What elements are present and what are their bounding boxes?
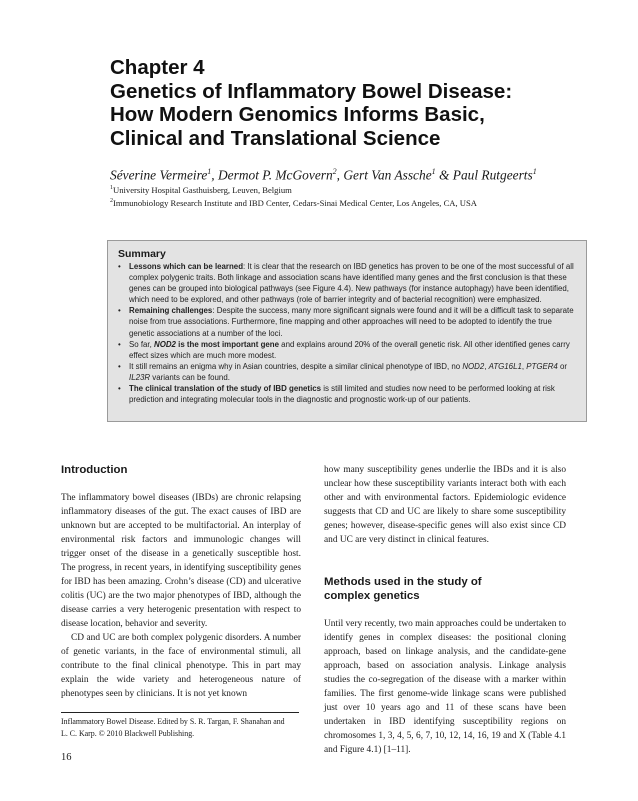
summary-item-clinical bbox=[118, 383, 576, 405]
summary-item-asian bbox=[118, 361, 576, 383]
summary-list bbox=[118, 261, 576, 405]
bullet-icon: • bbox=[118, 361, 121, 371]
summary-item-text: It still remains an enigma why in Asian countries, despite a similar clinical phenotype of IBD, no bbox=[129, 361, 463, 371]
methods-heading-line-2: complex genetics bbox=[324, 590, 420, 602]
summary-item-text: and explains around 20% of the overall genetic risk. All other identified genes carry effect sizes which are much more modest. bbox=[129, 339, 570, 360]
gene-name: NOD2 bbox=[462, 361, 485, 371]
methods-heading bbox=[324, 575, 566, 603]
page-number: 16 bbox=[61, 752, 72, 763]
introduction-heading: Introduction bbox=[61, 464, 128, 476]
footnote-line-2: L. C. Karp. © 2010 Blackwell Publishing. bbox=[61, 729, 195, 738]
summary-item-bold: is the most important gene bbox=[175, 339, 279, 349]
summary-item-bold: Lessons which can be learned bbox=[129, 262, 244, 271]
chapter-title bbox=[110, 56, 610, 150]
title-line-2: How Modern Genomics Informs Basic, bbox=[110, 103, 485, 126]
methods-heading-line-1: Methods used in the study of bbox=[324, 576, 482, 588]
summary-item-bold: The clinical translation of the study of IBD genetics bbox=[129, 384, 322, 394]
summary-item-text: variants can be found. bbox=[150, 372, 230, 382]
author-name: Dermot P. McGovern bbox=[218, 167, 333, 183]
summary-item-lessons bbox=[118, 261, 576, 305]
summary-item-text: So far, bbox=[129, 339, 155, 349]
author-affil-marker: 1 bbox=[532, 167, 537, 176]
author-affil-marker: 1 bbox=[431, 167, 436, 176]
left-column bbox=[61, 463, 301, 701]
separator-text: , bbox=[484, 361, 489, 371]
affiliation-text: Immunobiology Research Institute and IBD Center, Cedars-Sinai Medical Center, Los Angeles, CA, USA bbox=[113, 198, 477, 209]
affiliation-marker: 2 bbox=[110, 198, 113, 205]
author-name: Gert Van Assche bbox=[343, 167, 432, 183]
summary-box bbox=[107, 240, 587, 422]
chapter-number: Chapter 4 bbox=[110, 56, 205, 79]
affiliations bbox=[110, 183, 610, 210]
author-name: Séverine Vermeire bbox=[110, 167, 208, 183]
intro-paragraph-2: CD and UC are both complex polygenic disorders. A number of genetic variants, in the face of environmental stimuli, all contribute to the final clinical phenotype. This in part may explain the wide variety and heterogeneous nature of phenotypes seen by clinicians. It is not yet known bbox=[61, 633, 301, 699]
intro-paragraph-1: The inflammatory bowel diseases (IBDs) are chronic relapsing inflammatory diseases of the gut. The exact causes of IBD are unknown but are accepted to be multifactorial. An interplay of environmental risk factors and immunologic changes will trigger onset of the disease in a genetically susceptible host. The progress, in recent years, in identifying susceptibility genes for IBD has been amazing. Crohn’s disease (CD) and ulcerative colitis (UC) are the two major phenotypes of IBD, although the disease carries a very heterogenic presentation with respect to disease location, behavior and severity. bbox=[61, 493, 301, 629]
affiliation-1 bbox=[110, 183, 610, 196]
bullet-icon: • bbox=[118, 262, 121, 271]
title-line-3: Clinical and Translational Science bbox=[110, 126, 441, 150]
author-list bbox=[110, 164, 610, 183]
separator-text: , bbox=[521, 361, 527, 371]
summary-heading: Summary bbox=[118, 248, 166, 260]
gene-name: ATG16L1 bbox=[488, 361, 522, 371]
summary-item-text: : Despite the success, many more significant signals were found and it will be a difficult task to separate noise from true associations. Furthermore, fine mapping and other approaches will need to be adopted to identify the true genetic associations at a number of the loci. bbox=[129, 306, 574, 338]
summary-item-nod2 bbox=[118, 339, 576, 361]
author-separator: & bbox=[435, 167, 453, 183]
author-name: Paul Rutgeerts bbox=[452, 167, 533, 183]
affiliation-marker: 1 bbox=[110, 185, 113, 191]
methods-paragraph-1: Until very recently, two main approaches could be undertaken to identify genes in complex diseases: the positional cloning approach, based on linkage analysis, and the candidate-gene approach, based on association analysis. Linkage analysis studies the co-segregation of the disease with a marker within families. The first genome-wide linkage scans were published just over 10 years ago and 11 of these scans have been undertaken in IBD identifying susceptibility regions on chromosomes 1, 3, 4, 5, 6, 7, 10, 12, 14, 16, 19 and X (Table 4.1 and Figure 4.1) [1–11]. bbox=[324, 619, 566, 755]
gene-name: NOD2 bbox=[154, 339, 176, 349]
bullet-icon: • bbox=[118, 306, 121, 316]
right-column bbox=[324, 463, 566, 757]
gene-name: IL23R bbox=[129, 372, 151, 382]
title-line-1: Genetics of Inflammatory Bowel Disease: bbox=[110, 79, 513, 103]
bullet-icon: • bbox=[118, 339, 121, 349]
footnote bbox=[61, 716, 301, 740]
gene-name: PTGER4 bbox=[526, 361, 558, 371]
author-affil-marker: 2 bbox=[332, 167, 337, 176]
summary-item-text: is still limited and studies now need to be performed looking at risk prediction and integrating molecular tools in the diagnostic and prognostic work-up of our patients. bbox=[129, 384, 555, 405]
separator-text: or bbox=[557, 361, 568, 371]
intro-paragraph-3: how many susceptibility genes underlie the IBDs and it is also unclear how these susceptibility variants interact both with each other and with environmental factors. Epidemiologic evidence suggests that CD and UC are likely to share some susceptibility genes; however, disease-specific genes will also exist since CD and UC are very distinct in clinical features. bbox=[324, 465, 566, 545]
footnote-divider bbox=[61, 712, 299, 713]
affiliation-text: University Hospital Gasthuisberg, Leuven, Belgium bbox=[113, 184, 292, 195]
footnote-line-1: Inflammatory Bowel Disease. Edited by S. R. Targan, F. Shanahan and bbox=[61, 717, 285, 726]
summary-item-bold: Remaining challenges bbox=[129, 306, 213, 316]
author-separator: , bbox=[211, 167, 218, 183]
author-affil-marker: 1 bbox=[207, 167, 212, 176]
affiliation-2 bbox=[110, 196, 610, 209]
summary-item-text: : It is clear that the research on IBD genetics has proven to be one of the most successful of all complex polygenic traits. Both linkage and association scans have identified many genes and the first conclusion is that these genes can be grouped into biological pathways (see Figure 4.4). New pathways (for instance autophagy) have been identified, which need to be explored, and other pathways (role of barrier integrity and of bacterial recognition) were emphasized. bbox=[129, 262, 574, 305]
author-separator: , bbox=[336, 167, 344, 183]
summary-item-challenges bbox=[118, 305, 576, 338]
bullet-icon: • bbox=[118, 384, 121, 394]
